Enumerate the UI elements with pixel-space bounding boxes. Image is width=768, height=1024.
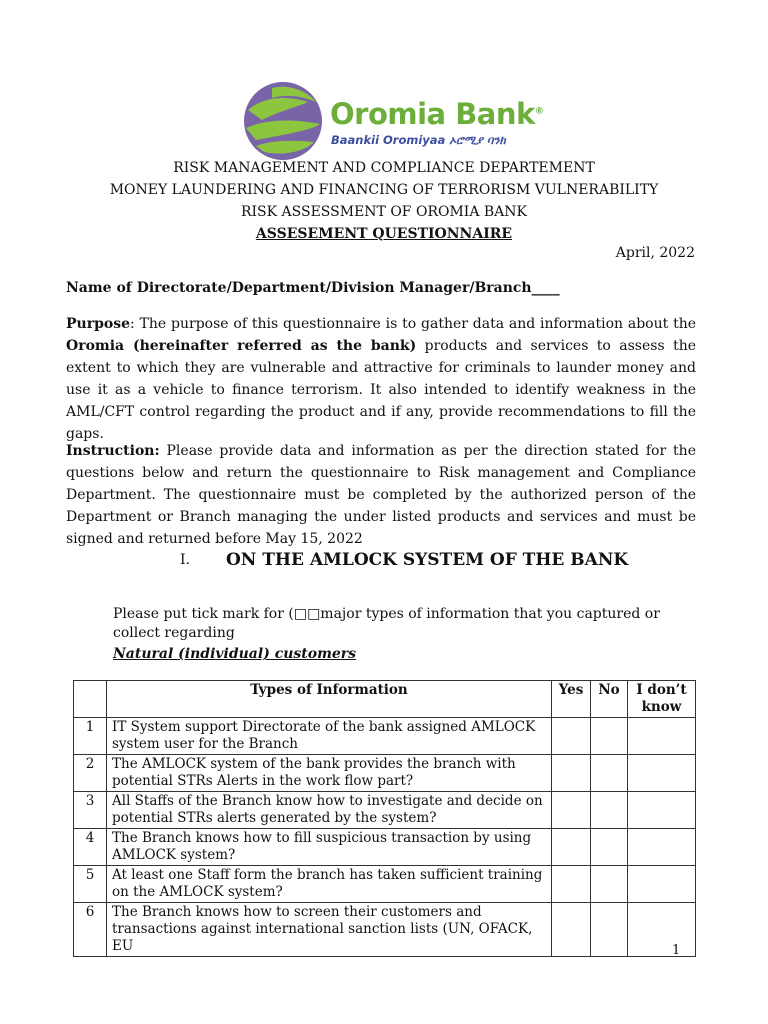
dont-know-cell[interactable] [628,866,696,903]
subheading-natural-customers: Natural (individual) customers [113,646,357,662]
yes-cell[interactable] [552,792,591,829]
purpose-text-1: : The purpose of this questionnaire is to gather data and information about the [130,316,696,332]
name-of-directorate-field: Name of Directorate/Department/Division Manager/Branch____ [66,280,560,296]
table-header-row [74,681,696,718]
yes-cell[interactable] [552,829,591,866]
row-number: 1 [74,718,107,755]
row-question: At least one Staff form the branch has taken sufficient training on the AMLOCK system? [107,866,552,903]
no-cell[interactable] [591,866,628,903]
dont-know-cell[interactable] [628,792,696,829]
dont-know-cell[interactable] [628,829,696,866]
yes-cell[interactable] [552,866,591,903]
dont-know-cell[interactable] [628,755,696,792]
row-number: 2 [74,755,107,792]
purpose-bold: Oromia (hereinafter referred as the bank) [66,338,417,354]
table-row [74,829,696,866]
table-row [74,718,696,755]
instruction-text: Please provide data and information as per the direction stated for the questions below and return the questionnaire to Risk management and Compliance Department. The questionnaire must be completed by the authorized person of the Department or Branch managing the under listed products and services and must be signed and returned before May 15, 2022 [66,443,696,547]
row-question: The Branch knows how to screen their customers and transactions against international sanction lists (UN, OFACK, EU [107,903,552,957]
questionnaire-table [73,680,696,957]
row-question: The AMLOCK system of the bank provides the branch with potential STRs Alerts in the work flow part? [107,755,552,792]
heading-assessment: RISK ASSESSMENT OF OROMIA BANK [240,204,528,220]
purpose-label: Purpose [66,316,130,332]
no-cell[interactable] [591,792,628,829]
row-number: 4 [74,829,107,866]
section-title: ON THE AMLOCK SYSTEM OF THE BANK [226,550,629,570]
header-types: Types of Information [107,681,552,718]
yes-cell[interactable] [552,903,591,957]
section-number: I. [180,552,190,568]
header-dont-know: I don’t know [628,681,696,718]
document-date: April, 2022 [615,245,695,261]
row-number: 5 [74,866,107,903]
no-cell[interactable] [591,755,628,792]
row-question: All Staffs of the Branch know how to investigate and decide on potential STRs alerts generated by the system? [107,792,552,829]
yes-cell[interactable] [552,718,591,755]
row-number: 3 [74,792,107,829]
purpose-paragraph [66,313,696,445]
no-cell[interactable] [591,903,628,957]
table-row [74,866,696,903]
logo-tagline: Baankii Oromiyaa ኦሮሚያ ባንክ [331,133,506,147]
purpose-text-2: products and services to assess the extent to which they are vulnerable and attractive for criminals to launder money and use it as a vehicle to finance terrorism. It also intended to identify weakness in the AML/CFT control regarding the product and if any, provide recommendations to fill the gaps. [66,338,696,442]
row-number: 6 [74,903,107,957]
instruction-label: Instruction: [66,443,160,459]
logo-name: Oromia Bank® [330,97,544,131]
table-row [74,903,696,957]
yes-cell[interactable] [552,755,591,792]
header-number [74,681,107,718]
heading-vulnerability: MONEY LAUNDERING AND FINANCING OF TERRORISM VULNERABILITY [109,182,659,198]
row-question: IT System support Directorate of the bank assigned AMLOCK system user for the Branch [107,718,552,755]
instruction-paragraph [66,440,696,550]
table-row [74,755,696,792]
tick-instruction: Please put tick mark for (□□major types of information that you captured or collect regarding [113,606,660,641]
table-row [74,792,696,829]
dont-know-cell[interactable] [628,903,696,957]
globe-logo-icon [242,80,324,162]
header-yes: Yes [552,681,591,718]
page-number: 1 [672,943,681,958]
row-question: The Branch knows how to fill suspicious transaction by using AMLOCK system? [107,829,552,866]
bank-logo [242,80,542,162]
heading-questionnaire: ASSESEMENT QUESTIONNAIRE [255,226,513,242]
header-no: No [591,681,628,718]
dont-know-cell[interactable] [628,718,696,755]
heading-department: RISK MANAGEMENT AND COMPLIANCE DEPARTEMENT [173,160,595,176]
no-cell[interactable] [591,829,628,866]
no-cell[interactable] [591,718,628,755]
